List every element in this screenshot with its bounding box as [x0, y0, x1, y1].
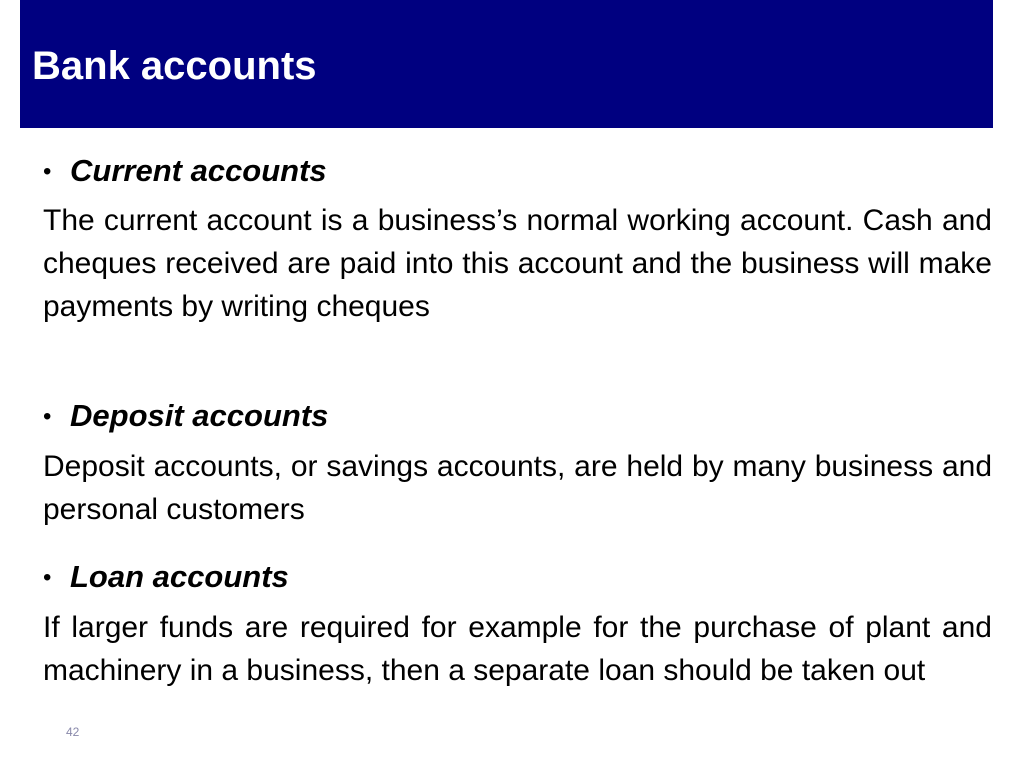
bullet-icon: •: [43, 564, 52, 591]
section-heading-deposit-accounts: [43, 395, 992, 438]
slide-title: Bank accounts: [32, 44, 317, 88]
section-heading-label: Deposit accounts: [70, 398, 329, 433]
bullet-icon: •: [43, 158, 52, 185]
section-heading-label: Current accounts: [70, 153, 327, 188]
section-heading-label: Loan accounts: [70, 559, 289, 594]
section-body-loan-accounts: If larger funds are required for example for the purchase of plant and machinery in a business, then a separate loan should be taken out: [43, 611, 992, 687]
bullet-icon: •: [43, 403, 52, 430]
section-heading-loan-accounts: [43, 556, 992, 599]
section-heading-current-accounts: [43, 150, 992, 193]
section-body-current-accounts: The current account is a business’s normal working account. Cash and cheques received are paid into this account and the business will make payments by writing cheques: [43, 204, 992, 323]
section-body-deposit-accounts: Deposit accounts, or savings accounts, are held by many business and personal customers: [43, 450, 992, 526]
slide-number: 42: [66, 725, 80, 739]
